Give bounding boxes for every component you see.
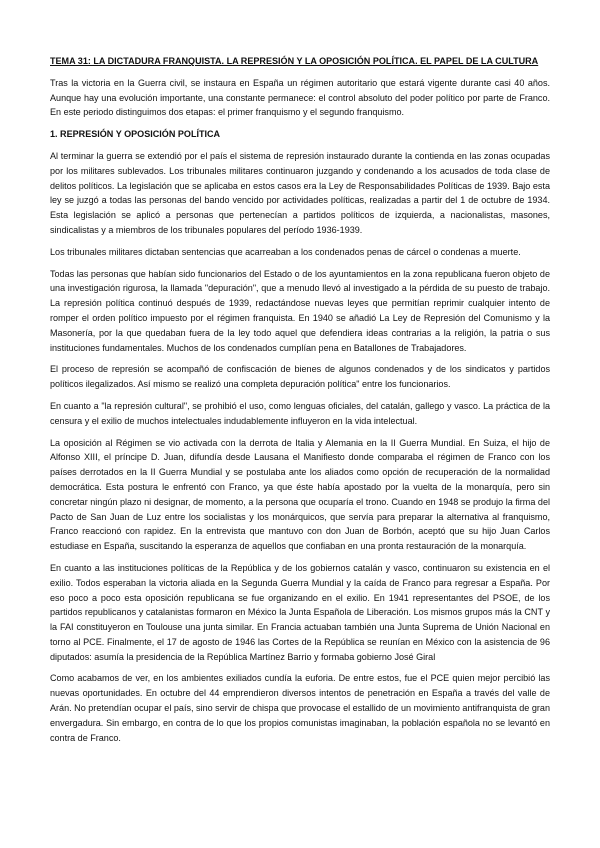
- section-heading: 1. REPRESIÓN Y OPOSICIÓN POLÍTICA: [50, 129, 221, 140]
- body-paragraph: El proceso de represión se acompañó de confiscación de bienes de algunos condenados y de los sindicatos y partidos políticos ilegalizados. Así mismo se realizó una completa depuración política" entre los funcionarios.: [50, 364, 550, 390]
- body-paragraph: La oposición al Régimen se vio activada con la derrota de Italia y Alemania en la II Guerra Mundial. En Suiza, el hijo de Alfonso XIII, el príncipe D. Juan, difundía desde Lausana el Manifiesto donde comparaba el régimen de Franco con los países derrotados en la II Guerra Mundial y se postulaba ante los aliados como opción de recuperación de la normalidad democrática. Esta postura le enfrentó con Franco, ya que éste había apostado por la vuelta de la monarquía, pero sin concretar ningún plazo ni designar, de momento, a la persona que ocuparía el trono. Cuando en 1948 se produjo la firma del Pacto de San Juan de Luz entre los socialistas y los monárquicos, que servía para preparar la alternativa al franquismo, Franco reaccionó con rapidez. En la entrevista que mantuvo con don Juan de Borbón, aceptó que su hijo Juan Carlos estudiase en España, suscitando la esperanza de aquellos que confiaban en una pronta restauración de la monarquía.: [50, 437, 550, 552]
- intro-paragraph: Tras la victoria en la Guerra civil, se instaura en España un régimen autoritario que estará vigente durante casi 40 años. Aunque hay una evolución importante, una constante permanece: el control absoluto del poder político por parte de Franco. En este periodo distinguimos dos etapas: el primer franquismo y el segundo franquismo.: [50, 77, 550, 118]
- document-title: TEMA 31: LA DICTADURA FRANQUISTA. LA REPRESIÓN Y LA OPOSICIÓN POLÍTICA. EL PAPEL DE LA CULTURA: [50, 56, 539, 66]
- body-paragraph: Los tribunales militares dictaban sentencias que acarreaban a los condenados penas de cárcel o condenas a muerte.: [50, 246, 521, 257]
- body-paragraph: Todas las personas que habían sido funcionarios del Estado o de los ayuntamientos en la zona republicana fueron objeto de una investigación rigurosa, la llamada "depuración", que a menudo llevó al investigado a la pérdida de su puesto de trabajo. La represión política continuó después de 1939, redactándose nuevas leyes que permitían reprimir cualquier intento de romper el orden político impuesto por el régimen franquista. En 1940 se añadió La Ley de Represión del Comunismo y la Masonería, por la que quedaban fuera de la ley todo aquel que defendiera ideas contrarias a la religión, la patria o sus instituciones fundamentales. Muchos de los condenados cumplían pena en Batallones de Trabajadores.: [50, 268, 550, 353]
- body-paragraph: En cuanto a las instituciones políticas de la República y de los gobiernos catalán y vasco, continuaron su existencia en el exilio. Todos esperaban la victoria aliada en la Segunda Guerra Mundial y la caída de Franco para regresar a España. Por eso poco a poco esta oposición republicana se fue organizando en el exilio. En 1941 representantes del PSOE, de los partidos republicanos y catalanistas formaron en México la Junta Española de Liberación. Los mismos grupos más la CNT y la FAI constituyeron en Toulouse una junta similar. En Francia actuaban también una Junta Suprema de Unión Nacional en torno al PCE. Finalmente, el 17 de agosto de 1946 las Cortes de la República se reunían en México con la asistencia de 96 diputados: asumía la presidencia de la República Martínez Barrio y formaba gobierno José Giral: [50, 562, 550, 662]
- body-paragraph: En cuanto a "la represión cultural", se prohibió el uso, como lenguas oficiales, del catalán, gallego y vasco. La práctica de la censura y el exilio de muchos intelectuales indudablemente influyeron en la vida intelectual.: [50, 400, 550, 426]
- body-paragraph: Al terminar la guerra se extendió por el país el sistema de represión instaurado durante la contienda en las zonas ocupadas por los militares sublevados. Los tribunales militares continuaron juzgando y condenando a los acusados de toda clase de delitos políticos. La legislación que se aplicaba en estos casos era la Ley de Responsabilidades Políticas de 1939. Bajo esta ley se juzgó a todas las personas del bando vencido por actividades políticas, realizadas a partir del 1 de octubre de 1934. Esta legislación se aplicó a personas que pertenecían a partidos políticos de izquierda, a nacionalistas, masones, sindicalistas y a miembros de los tribunales populares del período 1936-1939.: [50, 150, 550, 235]
- body-paragraph: Como acabamos de ver, en los ambientes exiliados cundía la euforia. De entre estos, fue el PCE quien mejor percibió las nuevas oportunidades. En octubre del 44 emprendieron diversos intentos de penetración en España a través del valle de Arán. No pretendían ocupar el país, sino servir de chispa que provocase el estallido de un movimiento antifranquista de gran envergadura. Sin embargo, en contra de lo que los propios comunistas imaginaban, la población española no se levantó en contra de Franco.: [50, 673, 550, 743]
